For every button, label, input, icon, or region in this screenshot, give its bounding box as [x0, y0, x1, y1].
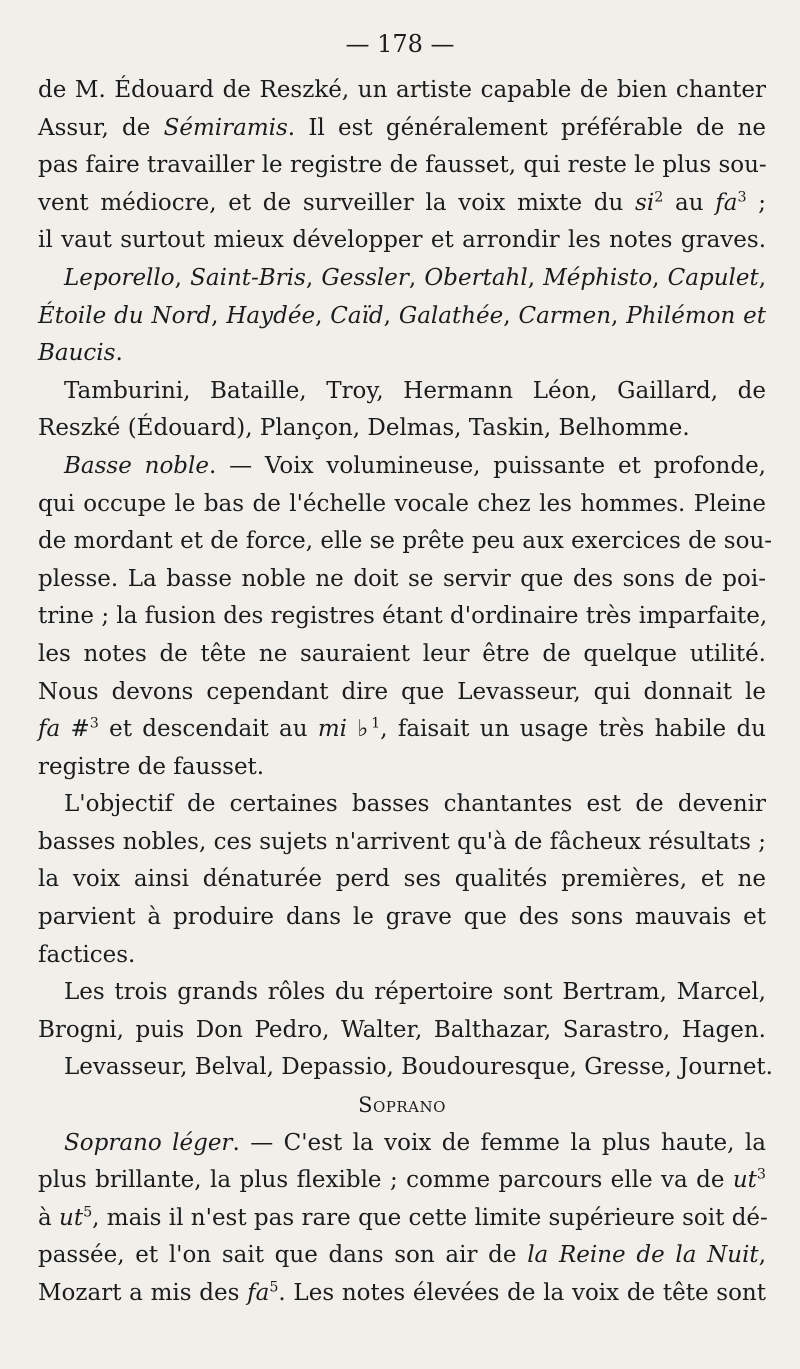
text-line: plus brillante, la plus flexible ; comme parcours elle va de $ut^3$ — [38, 1166, 766, 1194]
text-line: basses nobles, ces sujets n'arrivent qu'à de fâcheux résultats ; — [38, 828, 766, 855]
text-line: de mordant et de force, elle se prête peu aux exercices de sou- — [38, 528, 773, 555]
text-line: Levasseur, Belval, Depassio, Boudouresque, Gresse, Journet. — [64, 1054, 773, 1081]
text-line: passée, et l'on sait que dans son air de la Reine de la Nuit, — [38, 1242, 766, 1269]
text-line: la voix ainsi dénaturée perd ses qualités premières, et ne — [38, 866, 766, 893]
text-line: qui occupe le bas de l'échelle vocale chez les hommes. Pleine — [38, 490, 766, 517]
text-line: Reszké (Édouard), Plançon, Delmas, Taskin, Belhomme. — [38, 415, 690, 442]
text-line: Mozart a mis des $fa^5$. Les notes élevées de la voix de tête sont — [38, 1279, 766, 1306]
text-line: Baucis. — [38, 340, 123, 367]
body-text — [38, 72, 773, 1313]
text-line: Étoile du Nord, Haydée, Caïd, Galathée, Carmen, Philémon et — [38, 302, 767, 329]
text-line: vent médiocre, et de surveiller la voix mixte du $si^2$ au $fa^3$ ; — [38, 189, 767, 216]
text-line: trine ; la fusion des registres étant d'ordinaire très imparfaite, — [38, 603, 768, 630]
text-line: plesse. La basse noble ne doit se servir que des sons de poi- — [38, 565, 766, 592]
text-line: fa #$^3$ et descendait au mi ♭$^1$, faisait un usage très habile du — [38, 715, 766, 743]
text-line: Basse noble. — Voix volumineuse, puissante et profonde, — [64, 452, 766, 479]
text-line: de M. Édouard de Reszké, un artiste capable de bien chanter — [38, 77, 766, 103]
text-line: pas faire travailler le registre de fausset, qui reste le plus sou- — [38, 152, 767, 179]
text-line: registre de fausset. — [38, 753, 265, 780]
text-line: Tamburini, Bataille, Troy, Hermann Léon, Gaillard, de — [64, 377, 766, 404]
text-line: Assur, de Sémiramis. Il est généralement préférable de ne — [38, 114, 767, 141]
text-line: Leporello, Saint-Bris, Gessler, Obertahl, Méphisto, Capulet, — [64, 264, 767, 291]
text-line: les notes de tête ne sauraient leur être de quelque utilité. — [38, 640, 766, 667]
text-line: L'objectif de certaines basses chantantes est de devenir — [64, 791, 766, 818]
text-line: parvient à produire dans le grave que des sons mauvais et — [38, 904, 766, 931]
text-line: factices. — [38, 941, 136, 968]
text-line: Brogni, puis Don Pedro, Walter, Balthazar, Sarastro, Hagen. — [38, 1016, 766, 1043]
text-line: Soprano léger. — C'est la voix de femme la plus haute, la — [64, 1129, 766, 1156]
section-heading: Soprano — [358, 1093, 446, 1118]
text-line: Les trois grands rôles du répertoire sont Bertram, Marcel, — [64, 979, 766, 1006]
text-line: à $ut^5$, mais il n'est pas rare que cette limite supérieure soit dé- — [38, 1204, 768, 1231]
text-line: Nous devons cependant dire que Levasseur, qui donnait le — [38, 678, 766, 705]
page-number: — 178 — — [345, 30, 455, 58]
text-line: il vaut surtout mieux développer et arrondir les notes graves. — [38, 227, 766, 254]
